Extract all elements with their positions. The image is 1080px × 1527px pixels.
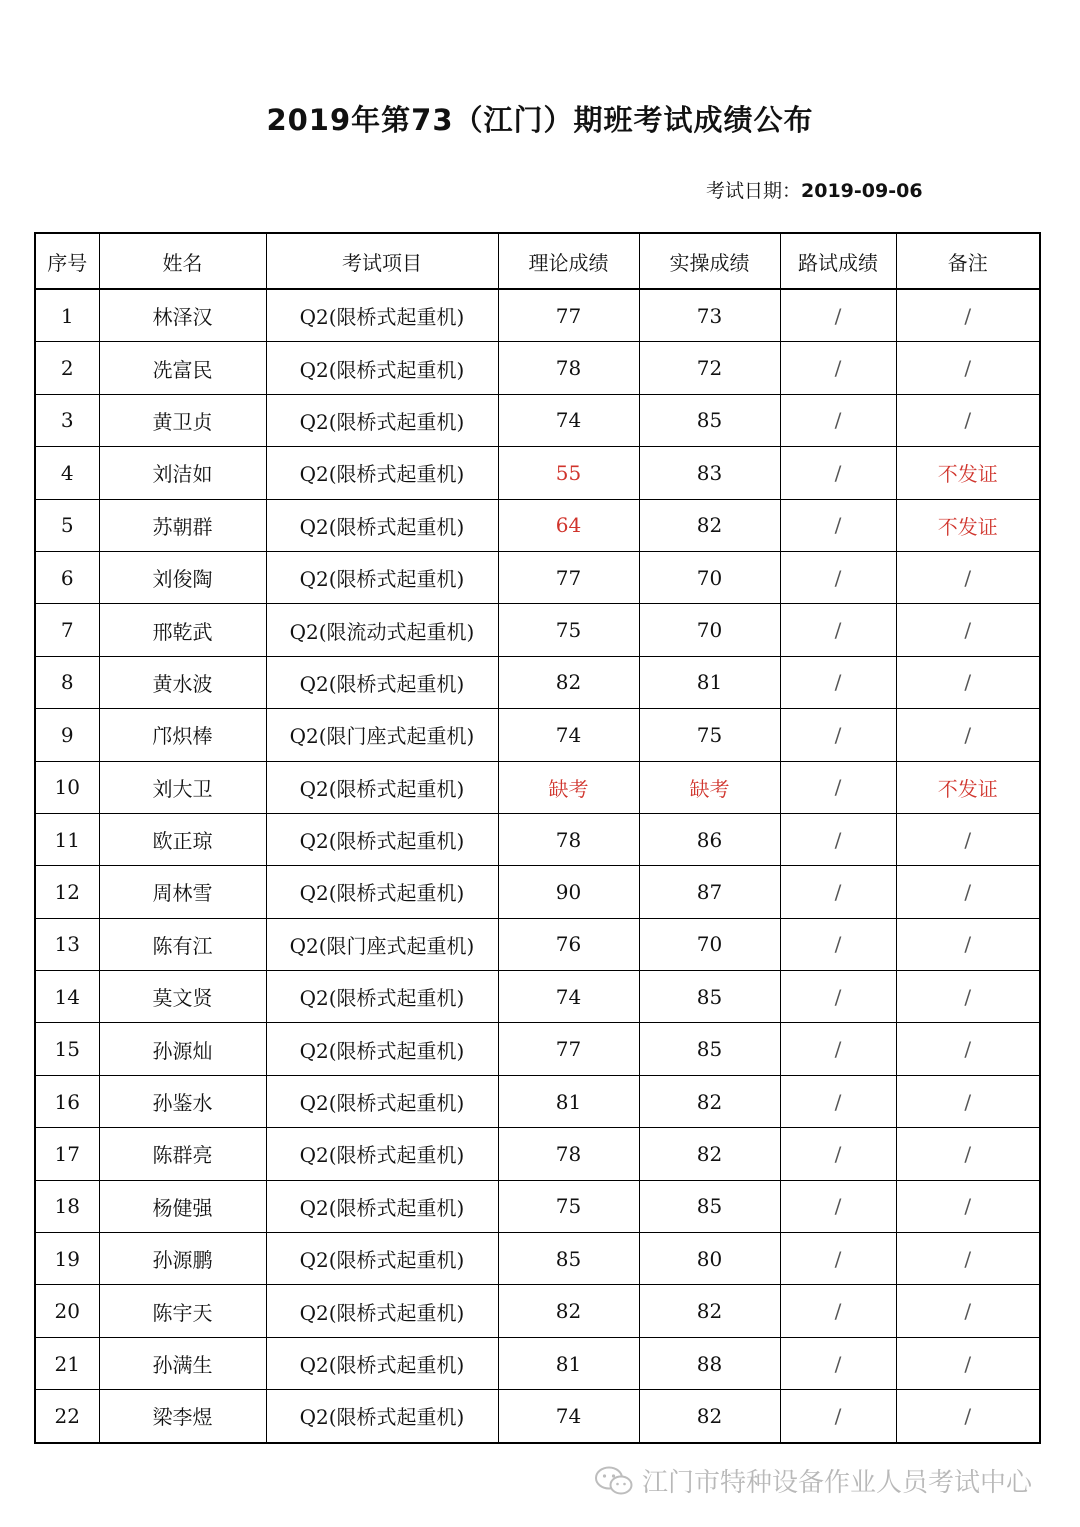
cell-item: Q2(限桥式起重机) bbox=[266, 1128, 498, 1180]
table-row bbox=[35, 971, 1040, 1023]
cell-practice: 85 bbox=[639, 1180, 780, 1232]
cell-name: 周林雪 bbox=[99, 866, 266, 918]
cell-theory: 74 bbox=[498, 709, 639, 761]
cell-road: / bbox=[780, 761, 896, 813]
cell-theory: 77 bbox=[498, 551, 639, 603]
cell-road: / bbox=[780, 1023, 896, 1075]
table-row bbox=[35, 1285, 1040, 1337]
cell-practice: 72 bbox=[639, 342, 780, 394]
header-note: 备注 bbox=[896, 233, 1040, 289]
cell-road: / bbox=[780, 813, 896, 865]
header-item: 考试项目 bbox=[266, 233, 498, 289]
cell-name: 冼富民 bbox=[99, 342, 266, 394]
cell-practice: 85 bbox=[639, 971, 780, 1023]
cell-road: / bbox=[780, 1337, 896, 1389]
table-row bbox=[35, 866, 1040, 918]
cell-name: 孙鉴水 bbox=[99, 1075, 266, 1127]
table-row bbox=[35, 709, 1040, 761]
table-row bbox=[35, 1075, 1040, 1127]
cell-road: / bbox=[780, 971, 896, 1023]
cell-item: Q2(限桥式起重机) bbox=[266, 971, 498, 1023]
cell-name: 孙源灿 bbox=[99, 1023, 266, 1075]
cell-note: / bbox=[896, 813, 1040, 865]
exam-date-value: 2019-09-06 bbox=[801, 180, 923, 202]
cell-theory: 74 bbox=[498, 1390, 639, 1443]
cell-practice: 83 bbox=[639, 447, 780, 499]
cell-note: / bbox=[896, 289, 1040, 342]
cell-no: 3 bbox=[35, 394, 99, 446]
header-theory: 理论成绩 bbox=[498, 233, 639, 289]
cell-theory: 缺考 bbox=[498, 761, 639, 813]
cell-road: / bbox=[780, 604, 896, 656]
cell-name: 孙满生 bbox=[99, 1337, 266, 1389]
cell-no: 19 bbox=[35, 1233, 99, 1285]
cell-item: Q2(限桥式起重机) bbox=[266, 289, 498, 342]
cell-name: 黄水波 bbox=[99, 656, 266, 708]
cell-name: 黄卫贞 bbox=[99, 394, 266, 446]
table-header-row bbox=[35, 233, 1040, 289]
cell-item: Q2(限桥式起重机) bbox=[266, 447, 498, 499]
cell-theory: 82 bbox=[498, 656, 639, 708]
cell-theory: 81 bbox=[498, 1337, 639, 1389]
table-body bbox=[35, 289, 1040, 1443]
table-row bbox=[35, 1337, 1040, 1389]
cell-no: 11 bbox=[35, 813, 99, 865]
page-title: 2019年第73（江门）期班考试成绩公布 bbox=[266, 103, 814, 137]
cell-note: / bbox=[896, 1023, 1040, 1075]
table-row bbox=[35, 1128, 1040, 1180]
cell-item: Q2(限桥式起重机) bbox=[266, 866, 498, 918]
cell-practice: 80 bbox=[639, 1233, 780, 1285]
cell-theory: 77 bbox=[498, 1023, 639, 1075]
cell-item: Q2(限桥式起重机) bbox=[266, 1075, 498, 1127]
cell-item: Q2(限桥式起重机) bbox=[266, 656, 498, 708]
cell-item: Q2(限桥式起重机) bbox=[266, 394, 498, 446]
cell-item: Q2(限门座式起重机) bbox=[266, 709, 498, 761]
cell-road: / bbox=[780, 1128, 896, 1180]
cell-item: Q2(限桥式起重机) bbox=[266, 1023, 498, 1075]
cell-road: / bbox=[780, 1285, 896, 1337]
cell-practice: 82 bbox=[639, 1075, 780, 1127]
table-row bbox=[35, 1180, 1040, 1232]
cell-theory: 74 bbox=[498, 971, 639, 1023]
table-row bbox=[35, 918, 1040, 970]
cell-road: / bbox=[780, 394, 896, 446]
cell-note: / bbox=[896, 1233, 1040, 1285]
cell-note: / bbox=[896, 604, 1040, 656]
cell-practice: 87 bbox=[639, 866, 780, 918]
cell-note: / bbox=[896, 656, 1040, 708]
cell-note: / bbox=[896, 551, 1040, 603]
cell-note: / bbox=[896, 1075, 1040, 1127]
cell-name: 杨健强 bbox=[99, 1180, 266, 1232]
cell-theory: 78 bbox=[498, 813, 639, 865]
cell-note: / bbox=[896, 342, 1040, 394]
table-row bbox=[35, 394, 1040, 446]
cell-practice: 70 bbox=[639, 604, 780, 656]
cell-theory: 82 bbox=[498, 1285, 639, 1337]
cell-note: 不发证 bbox=[896, 447, 1040, 499]
cell-theory: 76 bbox=[498, 918, 639, 970]
cell-practice: 82 bbox=[639, 499, 780, 551]
cell-practice: 缺考 bbox=[639, 761, 780, 813]
cell-practice: 85 bbox=[639, 394, 780, 446]
cell-theory: 81 bbox=[498, 1075, 639, 1127]
table-row bbox=[35, 656, 1040, 708]
table-row bbox=[35, 551, 1040, 603]
cell-practice: 73 bbox=[639, 289, 780, 342]
cell-name: 孙源鹏 bbox=[99, 1233, 266, 1285]
cell-practice: 86 bbox=[639, 813, 780, 865]
cell-item: Q2(限桥式起重机) bbox=[266, 1233, 498, 1285]
exam-date-label: 考试日期： bbox=[706, 180, 802, 202]
cell-no: 18 bbox=[35, 1180, 99, 1232]
cell-road: / bbox=[780, 1075, 896, 1127]
cell-road: / bbox=[780, 918, 896, 970]
cell-item: Q2(限桥式起重机) bbox=[266, 499, 498, 551]
cell-practice: 82 bbox=[639, 1285, 780, 1337]
cell-name: 梁李煜 bbox=[99, 1390, 266, 1443]
cell-item: Q2(限流动式起重机) bbox=[266, 604, 498, 656]
cell-no: 2 bbox=[35, 342, 99, 394]
cell-name: 陈群亮 bbox=[99, 1128, 266, 1180]
cell-note: / bbox=[896, 866, 1040, 918]
cell-no: 21 bbox=[35, 1337, 99, 1389]
cell-item: Q2(限桥式起重机) bbox=[266, 1285, 498, 1337]
cell-name: 邝炽棒 bbox=[99, 709, 266, 761]
cell-no: 5 bbox=[35, 499, 99, 551]
table-row bbox=[35, 1233, 1040, 1285]
cell-item: Q2(限桥式起重机) bbox=[266, 551, 498, 603]
cell-name: 林泽汉 bbox=[99, 289, 266, 342]
cell-item: Q2(限桥式起重机) bbox=[266, 813, 498, 865]
table-row bbox=[35, 761, 1040, 813]
cell-item: Q2(限桥式起重机) bbox=[266, 1337, 498, 1389]
cell-no: 22 bbox=[35, 1390, 99, 1443]
cell-no: 15 bbox=[35, 1023, 99, 1075]
cell-note: / bbox=[896, 1128, 1040, 1180]
cell-name: 欧正琼 bbox=[99, 813, 266, 865]
header-name: 姓名 bbox=[99, 233, 266, 289]
table-row bbox=[35, 342, 1040, 394]
wechat-icon bbox=[594, 1465, 634, 1497]
cell-no: 12 bbox=[35, 866, 99, 918]
cell-road: / bbox=[780, 1180, 896, 1232]
cell-practice: 82 bbox=[639, 1390, 780, 1443]
cell-item: Q2(限桥式起重机) bbox=[266, 761, 498, 813]
cell-practice: 85 bbox=[639, 1023, 780, 1075]
cell-road: / bbox=[780, 1233, 896, 1285]
cell-no: 7 bbox=[35, 604, 99, 656]
cell-no: 20 bbox=[35, 1285, 99, 1337]
cell-item: Q2(限桥式起重机) bbox=[266, 1180, 498, 1232]
cell-no: 10 bbox=[35, 761, 99, 813]
cell-note: / bbox=[896, 918, 1040, 970]
cell-note: / bbox=[896, 1180, 1040, 1232]
cell-no: 6 bbox=[35, 551, 99, 603]
cell-name: 陈有江 bbox=[99, 918, 266, 970]
cell-note: / bbox=[896, 1337, 1040, 1389]
table-row bbox=[35, 1023, 1040, 1075]
cell-theory: 85 bbox=[498, 1233, 639, 1285]
cell-practice: 81 bbox=[639, 656, 780, 708]
table-row bbox=[35, 499, 1040, 551]
header-no: 序号 bbox=[35, 233, 99, 289]
table-row bbox=[35, 813, 1040, 865]
cell-road: / bbox=[780, 866, 896, 918]
cell-no: 14 bbox=[35, 971, 99, 1023]
exam-date bbox=[706, 176, 923, 203]
cell-theory: 55 bbox=[498, 447, 639, 499]
watermark-text: 江门市特种设备作业人员考试中心 bbox=[642, 1468, 1033, 1498]
cell-note: / bbox=[896, 971, 1040, 1023]
cell-note: 不发证 bbox=[896, 499, 1040, 551]
cell-theory: 77 bbox=[498, 289, 639, 342]
cell-no: 17 bbox=[35, 1128, 99, 1180]
cell-road: / bbox=[780, 551, 896, 603]
cell-no: 13 bbox=[35, 918, 99, 970]
cell-item: Q2(限桥式起重机) bbox=[266, 1390, 498, 1443]
cell-name: 刘大卫 bbox=[99, 761, 266, 813]
header-road: 路试成绩 bbox=[780, 233, 896, 289]
table-row bbox=[35, 447, 1040, 499]
cell-theory: 64 bbox=[498, 499, 639, 551]
cell-no: 1 bbox=[35, 289, 99, 342]
cell-theory: 75 bbox=[498, 604, 639, 656]
cell-note: / bbox=[896, 394, 1040, 446]
cell-note: / bbox=[896, 709, 1040, 761]
cell-note: 不发证 bbox=[896, 761, 1040, 813]
cell-road: / bbox=[780, 1390, 896, 1443]
cell-name: 苏朝群 bbox=[99, 499, 266, 551]
cell-no: 9 bbox=[35, 709, 99, 761]
cell-name: 刘洁如 bbox=[99, 447, 266, 499]
cell-no: 8 bbox=[35, 656, 99, 708]
cell-name: 邢乾武 bbox=[99, 604, 266, 656]
cell-theory: 75 bbox=[498, 1180, 639, 1232]
cell-practice: 88 bbox=[639, 1337, 780, 1389]
cell-name: 莫文贤 bbox=[99, 971, 266, 1023]
cell-practice: 75 bbox=[639, 709, 780, 761]
cell-practice: 70 bbox=[639, 551, 780, 603]
cell-practice: 70 bbox=[639, 918, 780, 970]
cell-item: Q2(限桥式起重机) bbox=[266, 342, 498, 394]
cell-road: / bbox=[780, 447, 896, 499]
table-row bbox=[35, 604, 1040, 656]
cell-road: / bbox=[780, 289, 896, 342]
scores-table bbox=[34, 232, 1041, 1444]
cell-road: / bbox=[780, 709, 896, 761]
table-row bbox=[35, 289, 1040, 342]
cell-note: / bbox=[896, 1390, 1040, 1443]
cell-road: / bbox=[780, 342, 896, 394]
watermark bbox=[594, 1462, 1032, 1499]
cell-theory: 78 bbox=[498, 342, 639, 394]
header-practice: 实操成绩 bbox=[639, 233, 780, 289]
cell-theory: 90 bbox=[498, 866, 639, 918]
cell-no: 4 bbox=[35, 447, 99, 499]
cell-item: Q2(限门座式起重机) bbox=[266, 918, 498, 970]
table-row bbox=[35, 1390, 1040, 1443]
cell-road: / bbox=[780, 499, 896, 551]
cell-theory: 74 bbox=[498, 394, 639, 446]
cell-note: / bbox=[896, 1285, 1040, 1337]
cell-road: / bbox=[780, 656, 896, 708]
cell-no: 16 bbox=[35, 1075, 99, 1127]
cell-practice: 82 bbox=[639, 1128, 780, 1180]
cell-name: 陈宇天 bbox=[99, 1285, 266, 1337]
cell-theory: 78 bbox=[498, 1128, 639, 1180]
cell-name: 刘俊陶 bbox=[99, 551, 266, 603]
